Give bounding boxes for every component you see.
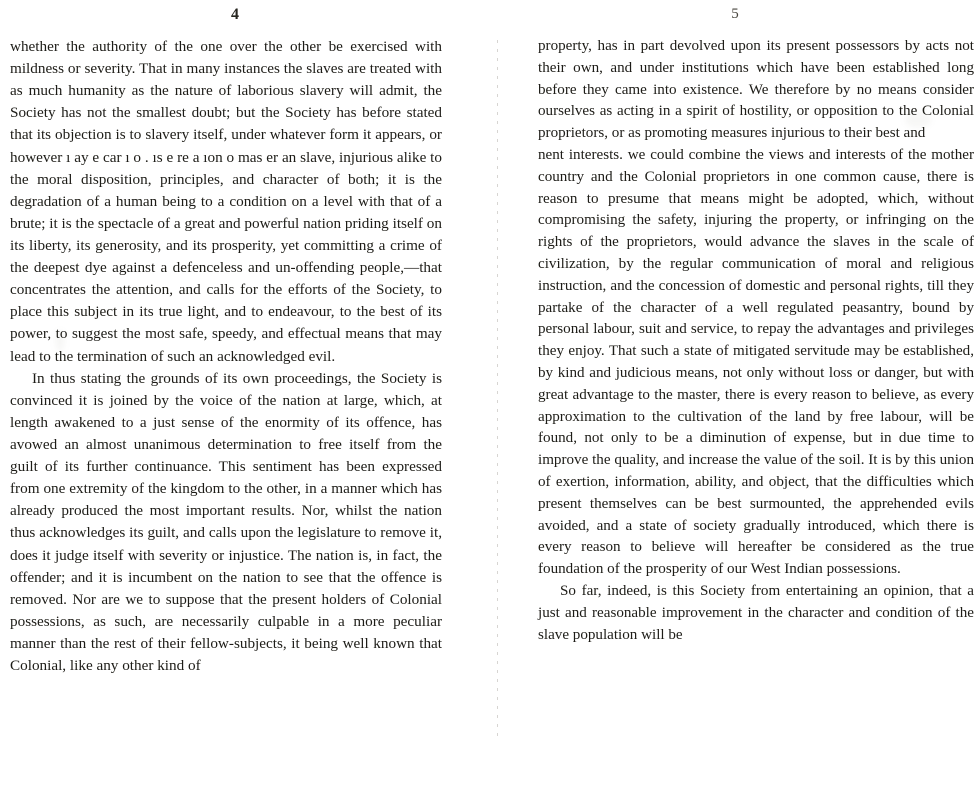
left-text-column [10,36,442,677]
paragraph: nent interests. we could combine the views and interests of the mother country and the Colonial proprietors in one common cause, there is reason to presume that means might be adopted, which, without compromising the safety, injuring the property, or infringing on the rights of the proprietors, would advance the slaves in the scale of civilization, by the regular communication of moral and religious instruction, and the concession of domestic and personal rights, till they partake of the character of a well regulated peasantry, bound by personal labour, suit and service, to repay the advantages and privileges they enjoy. That such a state of mitigated servitude may be established, by kind and judicious means, not only without loss or danger, but with great advantage to the master, there is every reason to believe, as every approximation to the cultivation of the land by free labour, will be found, not only to be a diminution of expense, but in due time to improve the quality, and increase the value of the soil. It is by this union of exertion, information, ability, and object, that the difficulties which present themselves can be best surmounted, the apprehended evils avoided, and a state of society gradually introduced, which there is every reason to believe will hereafter be considered as the true foundation of the prosperity of our West Indian possessions. [538,146,974,578]
right-text-column [538,36,980,646]
page-number-left: 4 [231,6,239,23]
paragraph: In thus stating the grounds of its own proceedings, the Society is convinced it is joined by the voice of the nation at large, which, at length awakened to a just sense of the enormity of its offence, has avowed an almost unanimous determination to free itself from the guilt of its further continuance. This sentiment has been expressed from one extremity of the kingdom to the other, in a manner which has already produced the most important results. Nor, whilst the nation thus acknowledges its guilt, and calls upon the legislature to remove it, does it judge itself with severity or injustice. The nation is, in fact, the offender; and it is incumbent on the nation to see that the offence is removed. Nor are we to suppose that the present holders of Colonial possessions, as such, are necessarily culpable in a more peculiar manner than the rest of their fellow-subjects, it being well known that Colonial, like any other kind of [10,369,442,675]
paragraph: So far, indeed, is this Society from entertaining an opinion, that a just and reasonable improvement in the character and condition of the slave population will be [538,582,974,643]
paragraph: property, has in part devolved upon its present possessors by acts not their own, and under institutions which have been established long before they came into existence. We therefore by no means consider ourselves as acting in a spirit of hostility, or opposition to the Colonial proprietors, or as promoting measures injurious to their best and [538,38,974,142]
page-number-right: 5 [731,6,739,22]
text-columns [0,36,980,812]
paragraph: whether the authority of the one over the other be exercised with mildness or severity. That in many instances the slaves are treated with as much humanity as the nature of laborious slavery will admit, the Society has not the smallest doubt; but the Society has before stated that its objection is to slavery itself, under whatever form it appears, or however ı ay e car ı o . ıs e re a ıon o mas er an slave, injurious alike to the moral disposition, principles, and character of both; it is the degradation of a human being to a condition on a level with that of a brute; it is the spectacle of a great and powerful nation priding itself on its liberty, its generosity, and its prosperity, yet committing a crime of the deepest dye against a defenceless and un-offending people,—that concentrates the attention, and calls for the efforts of the Society, to place this subject in its true light, and to endeavour, to the best of its power, to suggest the most safe, speedy, and effectual means that may lead to the termination of such an acknowledged evil. [10,38,442,365]
